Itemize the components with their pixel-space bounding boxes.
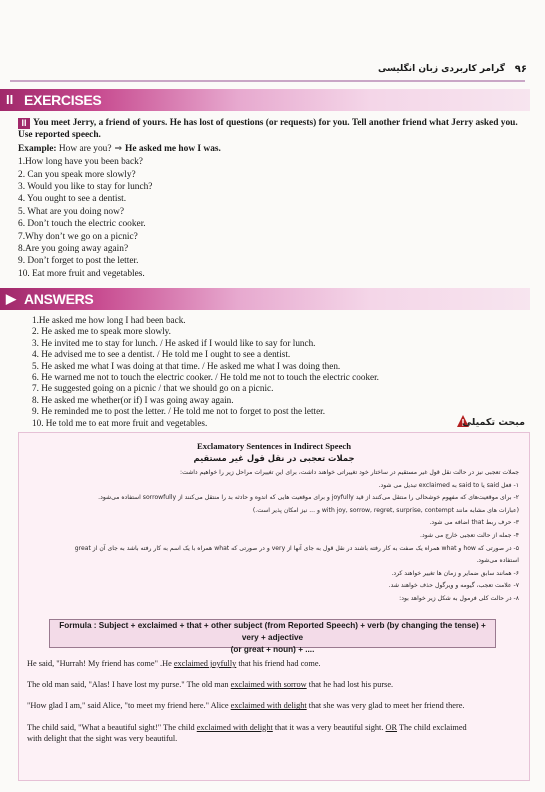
list-item: 6. Don’t touch the electric cooker.: [18, 219, 146, 230]
exercise-block: [18, 117, 533, 280]
rule-line: ۱- فعل said یا said to به exclaimed تبدیل می شود.: [378, 481, 519, 489]
answer-list: [32, 315, 532, 429]
list-item: 5. He asked me what I was doing at that time. / He asked me what I was doing then.: [32, 360, 341, 371]
example-label: Example:: [18, 143, 57, 154]
formula-box: [49, 619, 496, 654]
exercises-title: EXERCISES: [24, 92, 102, 108]
example-text: that his friend had come.: [236, 659, 321, 668]
rule-line: (عبارات های مشابه مانند with joy, sorrow, regret, surprise, contempt و ... نیز امکان پذیر است.): [252, 506, 519, 514]
list-item: 2. Can you speak more slowly?: [18, 169, 136, 180]
example-text: He said, "Hurrah! My friend has come" .He: [27, 659, 174, 668]
list-item: 7.Why don’t we go on a picnic?: [18, 231, 138, 242]
book-title: گرامر کاربردی زبان انگلیسی: [377, 64, 505, 74]
page-number: ۹۶: [514, 64, 527, 75]
play-triangle-icon: ▶: [6, 291, 16, 306]
exercise-list: [18, 156, 533, 280]
example-text: The child said, "What a beautiful sight!" The child: [27, 722, 197, 732]
box-title-persian: جملات تعجبی در نقل قول غیر مستقیم: [193, 453, 355, 463]
example-underlined: exclaimed with delight: [230, 701, 307, 711]
list-item: 4. He advised me to see a dentist. / He told me I ought to see a dentist.: [32, 349, 291, 360]
header-rule: [10, 80, 525, 82]
example-question: How are you?: [58, 143, 112, 154]
list-item: 2. He asked me to speak more slowly.: [32, 326, 171, 337]
example-sentence: [27, 679, 515, 690]
rule-line: ۷- علامت تعجب، گیومه و ویرگول حذف خواهند شد.: [388, 582, 519, 590]
example-sentence: [27, 722, 515, 744]
list-item: 9. Don’t forget to post the letter.: [18, 256, 139, 267]
examples-block: [27, 658, 515, 754]
list-item: 8. He asked me whether(or if) I was going away again.: [32, 394, 234, 405]
rule-line: استفاده می‌شود.: [476, 557, 519, 565]
list-item: 1.How long have you been back?: [18, 157, 143, 168]
list-item: 3. Would you like to stay for lunch?: [18, 182, 153, 192]
list-item: 3. He invited me to stay for lunch. / He asked if I would like to say for lunch.: [32, 337, 316, 348]
rule-line: ۳- حرف ربط that اضافه می شود.: [429, 519, 519, 527]
list-item: 10. He told me to eat more fruit and vegetables.: [32, 417, 208, 428]
supplementary-box: [18, 432, 530, 781]
example-sentence: [27, 700, 515, 711]
exercise-number-badge: II: [18, 118, 30, 129]
supplementary-heading: مبحث تکمیلی: [462, 417, 525, 428]
right-double-arrow-icon: ⇒: [114, 143, 123, 154]
roman-two-icon: II: [6, 92, 14, 107]
example-underlined: exclaimed with delight: [196, 722, 273, 732]
example-underlined: exclaimed joyfully: [173, 659, 237, 668]
list-item: 8.Are you going away again?: [18, 243, 129, 254]
rule-line: جملات تعجبی نیز در حالت نقل قول غیر مستقیم در ساختار خود تغییراتی خواهند داشت، برای این تغییرات مراحل زیر را خواهیم داشت:: [180, 469, 519, 476]
rule-line: ۸- در حالت کلی فرمول به شکل زیر خواهد بود:: [399, 594, 519, 602]
list-item: 9. He reminded me to post the letter. / He told me not to forget to post the letter.: [32, 406, 326, 417]
list-item: 4. You ought to see a dentist.: [18, 194, 127, 205]
example-line: [18, 143, 533, 155]
example-text: The child exclaimed: [397, 722, 467, 732]
exercises-banner: [0, 89, 530, 111]
list-item: 7. He suggested going on a picnic / that we should go on a picnic.: [32, 383, 274, 394]
exercise-intro-text: You meet Jerry, a friend of yours. He has lost of questions (or requests) for you. Tell another friend what Jerry asked you. Use reported speech.: [18, 118, 518, 141]
example-underlined: exclaimed with sorrow: [230, 680, 307, 690]
example-text: that he had lost his purse.: [306, 680, 394, 690]
answers-block: [32, 314, 532, 429]
formula-line: Formula : Subject + exclaimed + that + other subject (from Reported Speech) + verb (by changing the tense) + very + adjective: [59, 621, 486, 642]
answers-banner: [0, 288, 530, 310]
rules-list: [27, 467, 519, 606]
example-text: that it was a very beautiful sight.: [272, 722, 386, 732]
rule-line: ۶- همانند سابق ضمایر و زمان ها تغییر خواهند کرد.: [391, 569, 519, 577]
list-item: 6. He warned me not to touch the electric cooker. / He told me not to touch the electric cooker.: [32, 371, 379, 382]
answers-title: ANSWERS: [24, 291, 94, 307]
example-text: The old man said, "Alas! I have lost my purse." The old man: [27, 680, 231, 690]
rule-line: ۴- جمله از حالت تعجبی خارج می شود.: [420, 531, 519, 539]
example-text: that she was very glad to meet her friend there.: [306, 701, 465, 711]
example-text: with delight that the sight was very beautiful.: [27, 733, 178, 743]
page-header: [0, 62, 545, 84]
rule-line: ۲- برای موقعیت‌های که مفهوم خوشحالی را منتقل می‌کنند از قید joyfully و برای موقعیت هایی که اندوه و حادثه بد را منتقل می‌کنند از sorrowfully استفاده می‌شود.: [98, 494, 519, 502]
example-answer: He asked me how I was.: [125, 143, 221, 154]
box-title-english: Exclamatory Sentences in Indirect Speech: [196, 441, 352, 451]
example-or: OR: [385, 722, 398, 732]
list-item: 5. What are you doing now?: [18, 206, 125, 217]
example-sentence: [27, 658, 515, 669]
formula-line: (or great + noun) + ....: [230, 645, 315, 654]
rule-line: ۵- در صورتی که how و what همراه یک صفت به کار رفته باشند در نقل قول به جای آنها از very و در صورتی که what همراه با یک اسم به کار رفته باشد به جای آن از great: [74, 544, 519, 552]
exercise-instructions: [18, 117, 533, 142]
list-item: 1.He asked me how long I had been back.: [32, 315, 186, 325]
list-item: 10. Eat more fruit and vegetables.: [18, 268, 145, 279]
example-text: "How glad I am," said Alice, "to meet my friend here." Alice: [27, 701, 231, 711]
